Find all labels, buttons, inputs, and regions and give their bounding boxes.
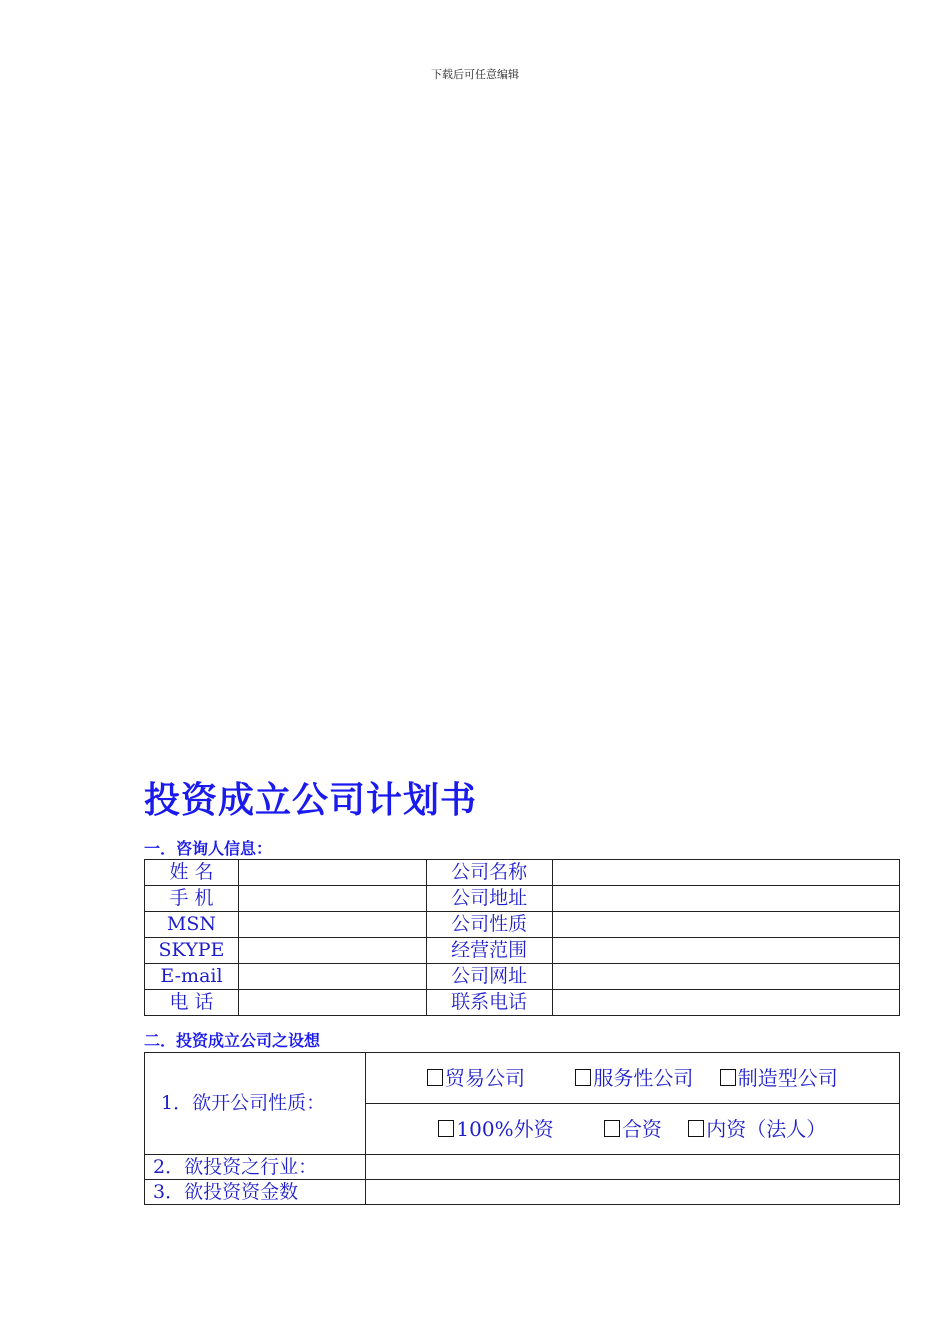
label-company-nature: 公司性质 — [426, 912, 552, 938]
value-cell-contact-phone[interactable] — [552, 990, 900, 1016]
option-service-company[interactable]: 服务性公司 — [575, 1068, 693, 1088]
table-row — [145, 964, 900, 990]
option-joint-venture[interactable]: 合资 — [604, 1119, 662, 1139]
value-cell-company-website[interactable] — [552, 964, 900, 990]
option-foreign-owned[interactable]: 100%外资 — [438, 1119, 553, 1139]
label-phone: 电 话 — [145, 990, 239, 1016]
checkbox-icon[interactable] — [720, 1069, 736, 1086]
table-row — [145, 1053, 900, 1104]
value-cell-msn[interactable] — [238, 912, 426, 938]
section-heading-investment-plan: 二．投资成立公司之设想 — [144, 1031, 321, 1050]
checkbox-icon[interactable] — [575, 1069, 591, 1086]
options-row-capital-type — [365, 1104, 899, 1155]
option-manufacturing-company[interactable]: 制造型公司 — [720, 1068, 838, 1088]
label-capital-amount-question: 3．欲投资资金数 — [145, 1180, 366, 1205]
table-row — [145, 912, 900, 938]
section-heading-consultant-info: 一．咨询人信息： — [144, 839, 273, 858]
value-cell-industry[interactable] — [365, 1155, 899, 1180]
table-row — [145, 990, 900, 1016]
value-cell-company-address[interactable] — [552, 886, 900, 912]
label-company-website: 公司网址 — [426, 964, 552, 990]
value-cell-capital-amount[interactable] — [365, 1180, 899, 1205]
options-row-company-type — [365, 1053, 899, 1104]
checkbox-icon[interactable] — [438, 1120, 454, 1137]
value-cell-phone[interactable] — [238, 990, 426, 1016]
value-cell-company-name[interactable] — [552, 860, 900, 886]
value-cell-company-nature[interactable] — [552, 912, 900, 938]
header-note: 下载后可任意编辑 — [431, 68, 519, 81]
value-cell-skype[interactable] — [238, 938, 426, 964]
label-industry-question: 2．欲投资之行业： — [145, 1155, 366, 1180]
checkbox-icon[interactable] — [604, 1120, 620, 1137]
table-row — [145, 938, 900, 964]
label-business-scope: 经营范围 — [426, 938, 552, 964]
table-row — [145, 860, 900, 886]
value-cell-business-scope[interactable] — [552, 938, 900, 964]
label-contact-phone: 联系电话 — [426, 990, 552, 1016]
label-company-nature-question: 1．欲开公司性质： — [145, 1053, 366, 1155]
document-title: 投资成立公司计划书 — [144, 779, 478, 821]
option-trading-company[interactable]: 贸易公司 — [427, 1068, 525, 1088]
value-cell-name[interactable] — [238, 860, 426, 886]
label-name: 姓 名 — [145, 860, 239, 886]
investment-plan-table — [144, 1052, 900, 1205]
label-skype: SKYPE — [145, 938, 239, 964]
label-mobile: 手 机 — [145, 886, 239, 912]
checkbox-icon[interactable] — [427, 1069, 443, 1086]
label-company-address: 公司地址 — [426, 886, 552, 912]
value-cell-email[interactable] — [238, 964, 426, 990]
label-company-name: 公司名称 — [426, 860, 552, 886]
value-cell-mobile[interactable] — [238, 886, 426, 912]
label-email: E-mail — [145, 964, 239, 990]
table-row — [145, 886, 900, 912]
checkbox-icon[interactable] — [688, 1120, 704, 1137]
option-domestic-legal-person[interactable]: 内资（法人） — [688, 1119, 826, 1139]
table-row — [145, 1155, 900, 1180]
table-row — [145, 1180, 900, 1205]
consultant-info-table — [144, 859, 900, 1016]
label-msn: MSN — [145, 912, 239, 938]
